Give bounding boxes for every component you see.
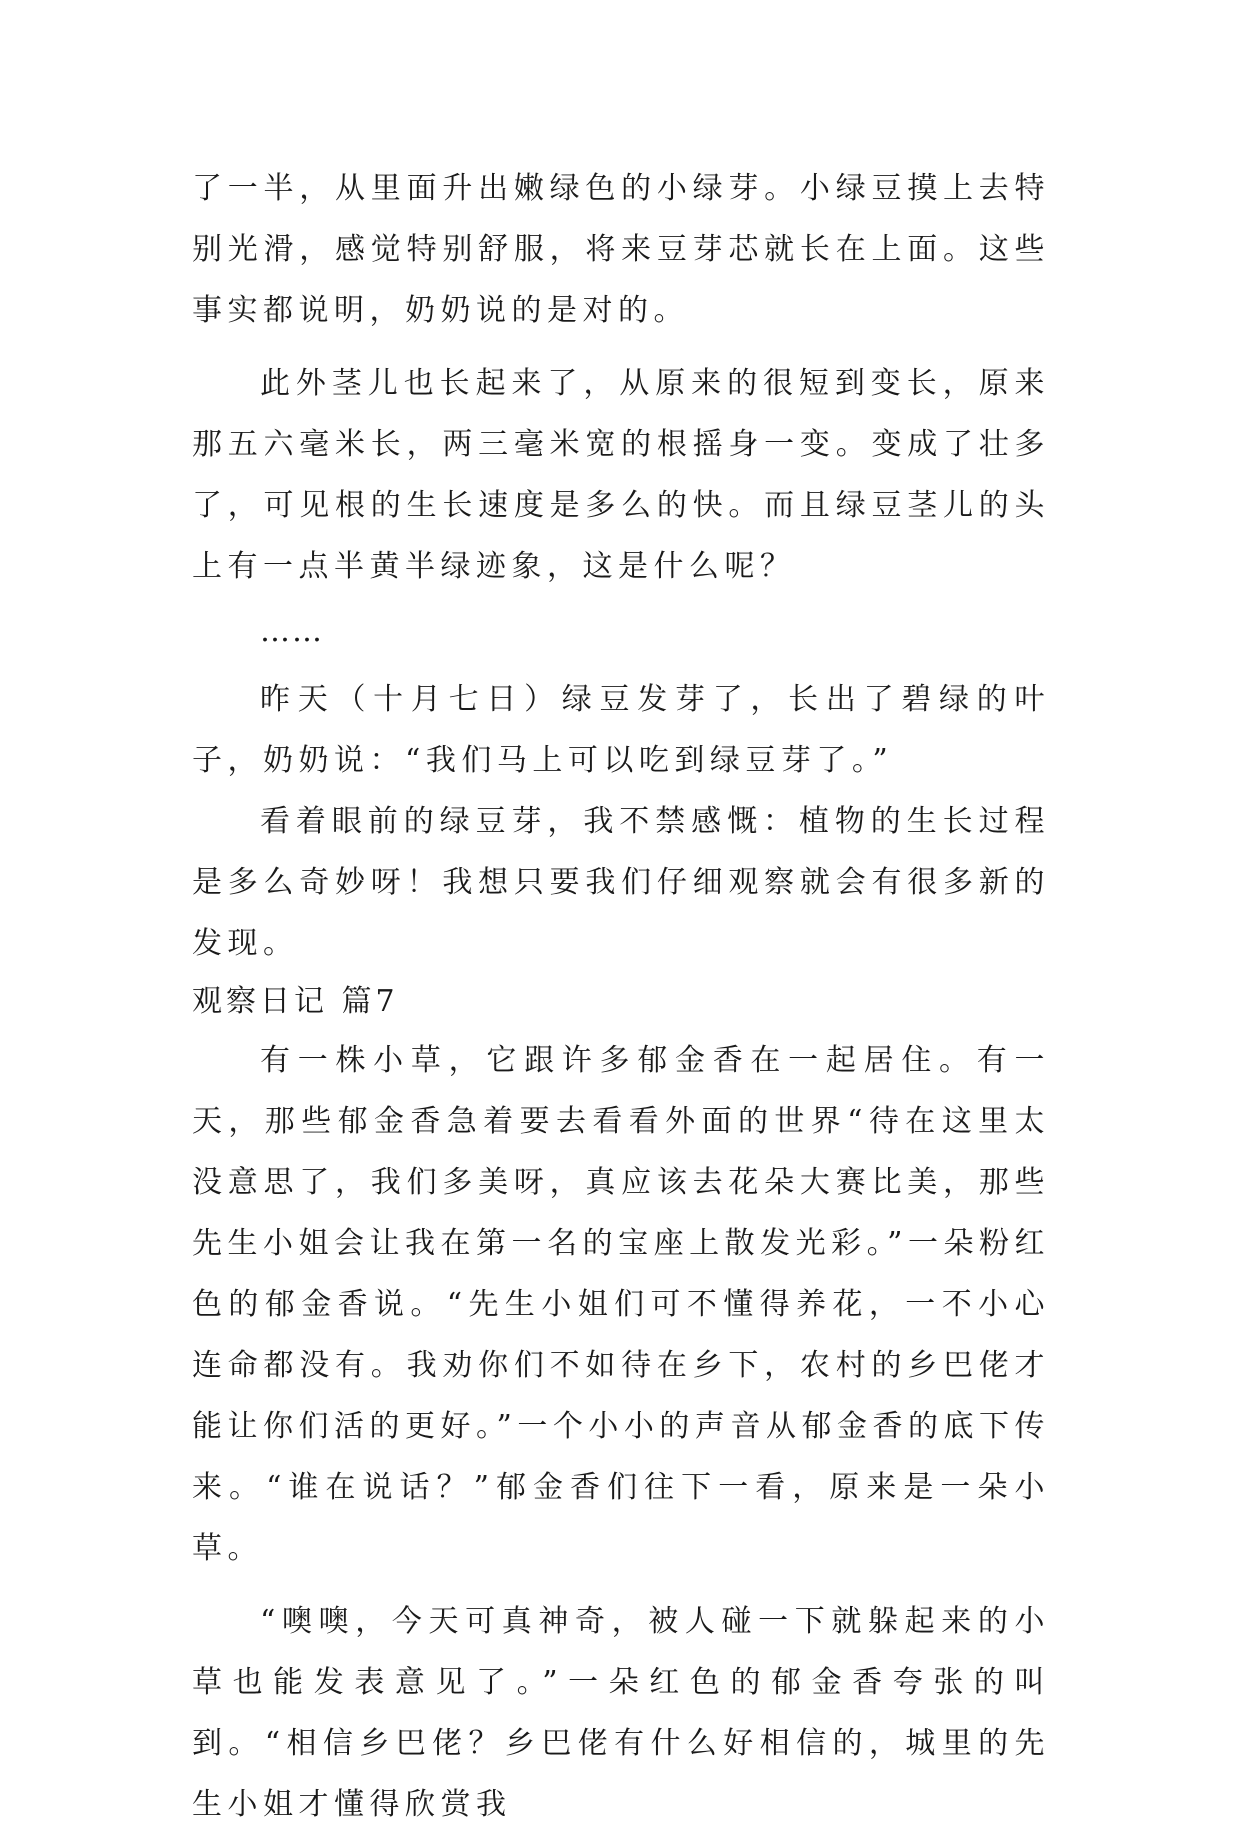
paragraph-3: 昨天（十月七日）绿豆发芽了，长出了碧绿的叶子，奶奶说：“我们马上可以吃到绿豆芽了。” bbox=[192, 682, 1050, 778]
document-page bbox=[192, 158, 1050, 1835]
paragraph-5: 有一株小草，它跟许多郁金香在一起居住。有一天，那些郁金香急着要去看看外面的世界“待在这里太没意思了，我们多美呀，真应该去花朵大赛比美，那些先生小姐会让我在第一名的宝座上散发光彩。”一朵粉红色的郁金香说。“先生小姐们可不懂得养花，一不小心连命都没有。我劝你们不如待在乡下，农村的乡巴佬才能让你们活的更好。”一个小小的声音从郁金香的底下传来。“谁在说话？”郁金香们往下一看，原来是一朵小草。 bbox=[192, 1043, 1050, 1566]
paragraph-4: 看着眼前的绿豆芽，我不禁感慨：植物的生长过程是多么奇妙呀！我想只要我们仔细观察就会有很多新的发现。 bbox=[192, 804, 1050, 961]
paragraph-1: 了一半，从里面升出嫩绿色的小绿芽。小绿豆摸上去特别光滑，感觉特别舒服，将来豆芽芯就长在上面。这些事实都说明，奶奶说的是对的。 bbox=[192, 171, 1050, 328]
paragraph-6: “噢噢，今天可真神奇，被人碰一下就躲起来的小草也能发表意见了。”一朵红色的郁金香夸张的叫到。“相信乡巴佬？乡巴佬有什么好相信的，城里的先生小姐才懂得欣赏我 bbox=[192, 1604, 1050, 1822]
section-title: 观察日记 篇7 bbox=[192, 984, 399, 1019]
paragraph-2: 此外茎儿也长起来了，从原来的很短到变长，原来那五六毫米长，两三毫米宽的根摇身一变。变成了壮多了，可见根的生长速度是多么的快。而且绿豆茎儿的头上有一点半黄半绿迹象，这是什么呢？ bbox=[192, 366, 1050, 584]
ellipsis: …… bbox=[260, 614, 324, 649]
